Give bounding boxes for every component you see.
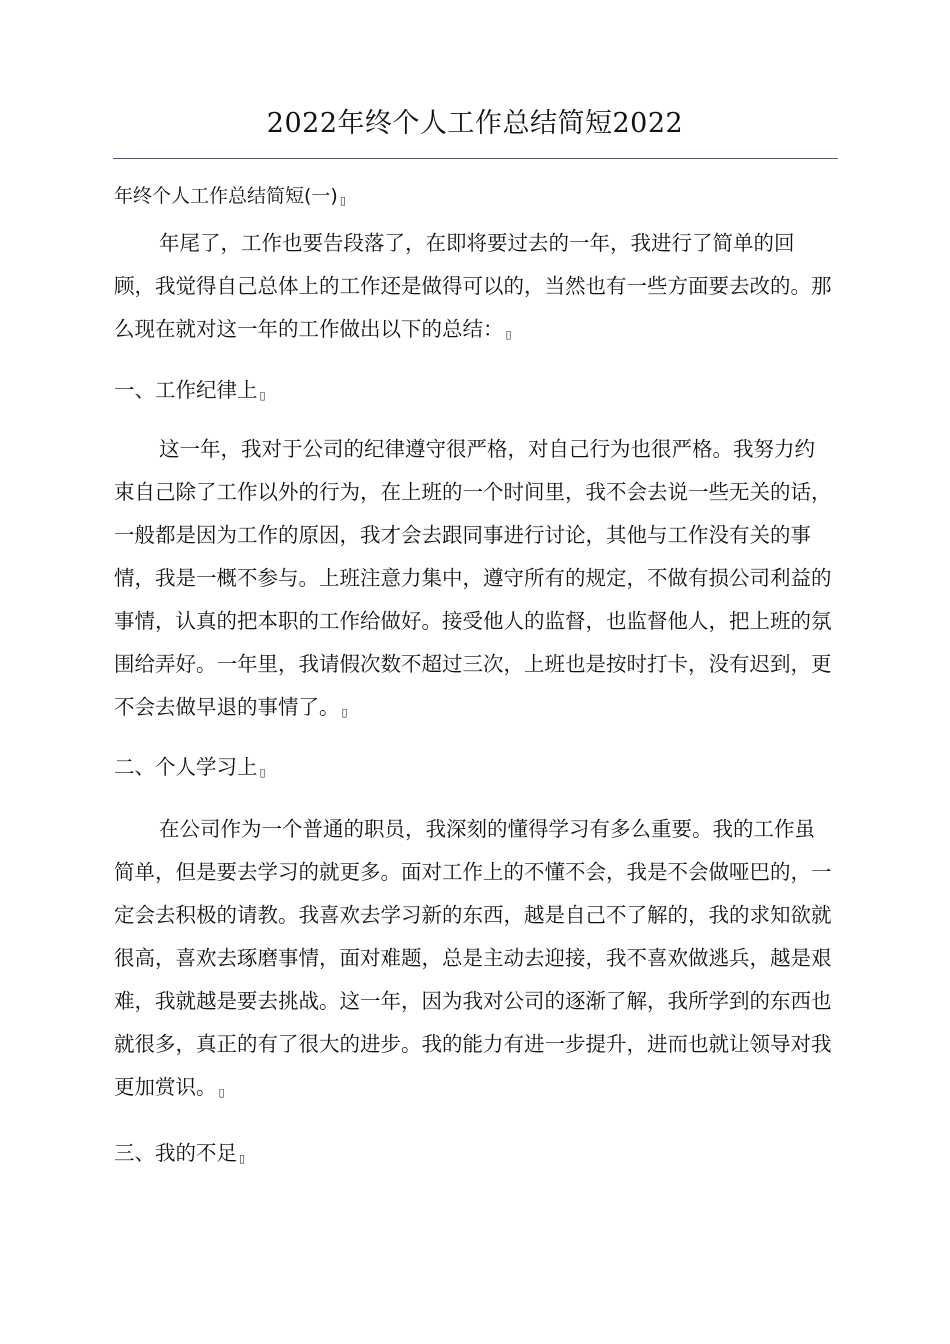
heading-text: 三、我的不足 <box>114 1141 237 1165</box>
paragraph-mark-icon: ▯ <box>239 1152 246 1165</box>
paragraph-mark-icon: ▯ <box>218 1086 225 1099</box>
paragraph-mark-icon: ▯ <box>259 766 266 779</box>
paragraph-mark-icon: ▯ <box>259 389 266 402</box>
section-subheading <box>114 181 834 216</box>
heading-text: 一、工作纪律上 <box>114 378 258 402</box>
intro-paragraph <box>114 222 834 356</box>
paragraph-mark-icon: ▯ <box>341 706 348 719</box>
heading-text: 二、个人学习上 <box>114 755 258 779</box>
paragraph-mark-icon: ▯ <box>339 194 346 207</box>
paragraph-mark-icon: ▯ <box>505 328 512 341</box>
learning-paragraph <box>114 808 834 1114</box>
intro-text: 年尾了，工作也要告段落了，在即将要过去的一年，我进行了简单的回顾，我觉得自己总体上的工作还是做得可以的，当然也有一些方面要去改的。那么现在就对这一年的工作做出以下的总结： <box>114 231 832 341</box>
section-heading-discipline <box>114 369 834 417</box>
subheading-text: 年终个人工作总结简短(一) <box>114 185 338 207</box>
learning-text: 在公司作为一个普通的职员，我深刻的懂得学习有多么重要。我的工作虽简单，但是要去学习的就更多。面对工作上的不懂不会，我是不会做哑巴的，一定会去积极的请教。我喜欢去学习新的东西，越是自己不了解的，我的求知欲就很高，喜欢去琢磨事情，面对难题，总是主动去迎接，我不喜欢做逃兵，越是艰难，我就越是要去挑战。这一年，因为我对公司的逐渐了解，我所学到的东西也就很多，真正的有了很大的进步。我的能力有进一步提升，进而也就让领导对我更加赏识。 <box>114 817 832 1099</box>
discipline-text: 这一年，我对于公司的纪律遵守很严格，对自己行为也很严格。我努力约束自己除了工作以外的行为，在上班的一个时间里，我不会去说一些无关的话，一般都是因为工作的原因，我才会去跟同事进行讨论，其他与工作没有关的事情，我是一概不参与。上班注意力集中，遵守所有的规定，不做有损公司利益的事情，认真的把本职的工作给做好。接受他人的监督，也监督他人，把上班的氛围给弄好。一年里，我请假次数不超过三次，上班也是按时打卡，没有迟到，更不会去做早退的事情了。 <box>114 437 832 719</box>
title-divider <box>113 158 838 159</box>
discipline-paragraph <box>114 428 834 734</box>
document-title: 2022年终个人工作总结简短2022 <box>266 108 684 139</box>
section-heading-shortcomings <box>114 1132 834 1180</box>
section-heading-learning <box>114 746 834 794</box>
